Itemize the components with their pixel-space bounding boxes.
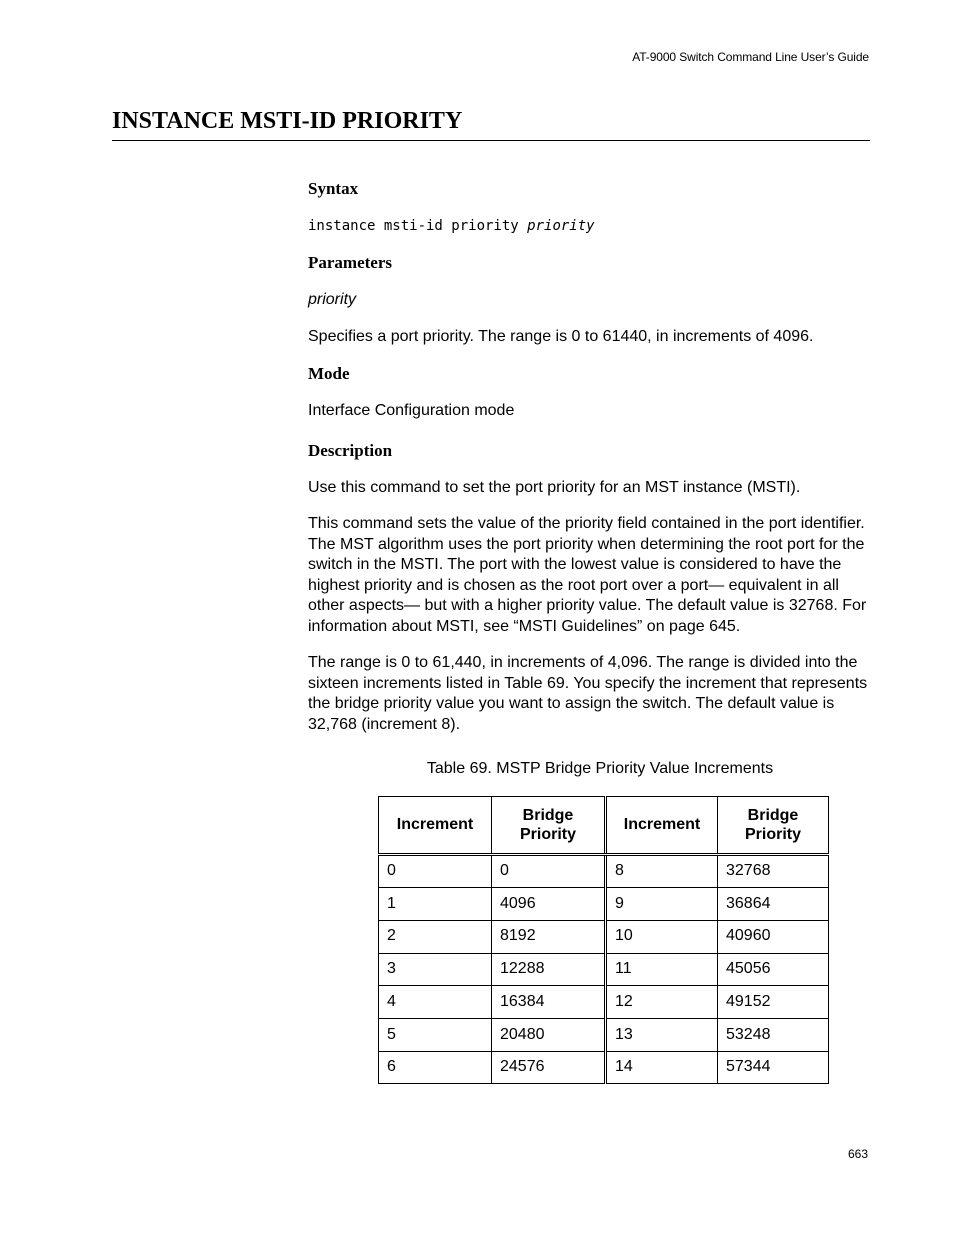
table-cell: 4 — [379, 986, 492, 1019]
syntax-line — [308, 216, 868, 236]
table-row — [379, 953, 829, 986]
table-row — [379, 888, 829, 921]
table-cell: 16384 — [492, 986, 606, 1019]
parameter-name: priority — [308, 291, 357, 308]
mode-heading: Mode — [308, 364, 350, 383]
column-header: Bridge Priority — [492, 796, 606, 854]
table-cell: 3 — [379, 953, 492, 986]
syntax-command: instance msti-id priority — [308, 218, 519, 234]
table-cell: 13 — [606, 1018, 718, 1051]
table-cell: 36864 — [718, 888, 829, 921]
table-cell: 1 — [379, 888, 492, 921]
syntax-heading: Syntax — [308, 179, 359, 198]
table-cell: 57344 — [718, 1051, 829, 1084]
table-header-row — [379, 796, 829, 854]
description-paragraph: This command sets the value of the priority field contained in the port identifier. The MST algorithm uses the port priority when determining the root port for the switch in the MSTI. The port with the lowest value is considered to have the highest priority and is chosen as the root port over a port— equivalent in all other aspects— but with a higher priority value. The default value is 32768. For information about MSTI, see “MSTI Guidelines” on page 645. — [308, 515, 867, 635]
table-cell: 20480 — [492, 1018, 606, 1051]
content-body — [308, 178, 868, 1084]
running-header: AT-9000 Switch Command Line User’s Guide — [632, 50, 869, 64]
table-cell: 5 — [379, 1018, 492, 1051]
table-caption: Table 69. MSTP Bridge Priority Value Increments — [426, 760, 774, 777]
table-row — [379, 986, 829, 1019]
table-row — [379, 1018, 829, 1051]
table-cell: 0 — [492, 854, 606, 888]
parameters-heading: Parameters — [308, 253, 393, 272]
column-header: Bridge Priority — [718, 796, 829, 854]
table-row — [379, 1051, 829, 1084]
table-cell: 10 — [606, 920, 718, 953]
page-title: INSTANCE MSTI-ID PRIORITY — [112, 108, 463, 134]
description-paragraph: The range is 0 to 61,440, in increments of 4,096. The range is divided into the sixteen increments listed in Table 69. You specify the increment that represents the bridge priority value you want to assign the switch. The default value is 32,768 (increment 8). — [308, 654, 868, 733]
page-number: 663 — [847, 1147, 868, 1161]
table-cell: 53248 — [718, 1018, 829, 1051]
description-heading: Description — [308, 440, 393, 460]
column-header: Increment — [379, 796, 492, 854]
table-cell: 4096 — [492, 888, 606, 921]
table-cell: 14 — [606, 1051, 718, 1084]
table-cell: 24576 — [492, 1051, 606, 1084]
table-cell: 32768 — [718, 854, 829, 888]
priority-increments-table — [378, 796, 829, 1085]
table-row — [379, 854, 829, 888]
title-rule — [112, 140, 870, 141]
description-paragraph: Use this command to set the port priority for an MST instance (MSTI). — [308, 478, 801, 496]
table-cell: 8 — [606, 854, 718, 888]
syntax-argument: priority — [527, 218, 595, 234]
table-cell: 2 — [379, 920, 492, 953]
mode-text: Interface Configuration mode — [308, 402, 515, 419]
table-row — [379, 920, 829, 953]
table-cell: 40960 — [718, 920, 829, 953]
table-cell: 12288 — [492, 953, 606, 986]
column-header: Increment — [606, 796, 718, 854]
table-cell: 11 — [606, 953, 718, 986]
table-cell: 0 — [379, 854, 492, 888]
table-cell: 8192 — [492, 920, 606, 953]
table-cell: 6 — [379, 1051, 492, 1084]
table-cell: 9 — [606, 888, 718, 921]
parameter-description: Specifies a port priority. The range is 0 to 61440, in increments of 4096. — [308, 327, 814, 345]
table-cell: 45056 — [718, 953, 829, 986]
table-cell: 49152 — [718, 986, 829, 1019]
table-cell: 12 — [606, 986, 718, 1019]
